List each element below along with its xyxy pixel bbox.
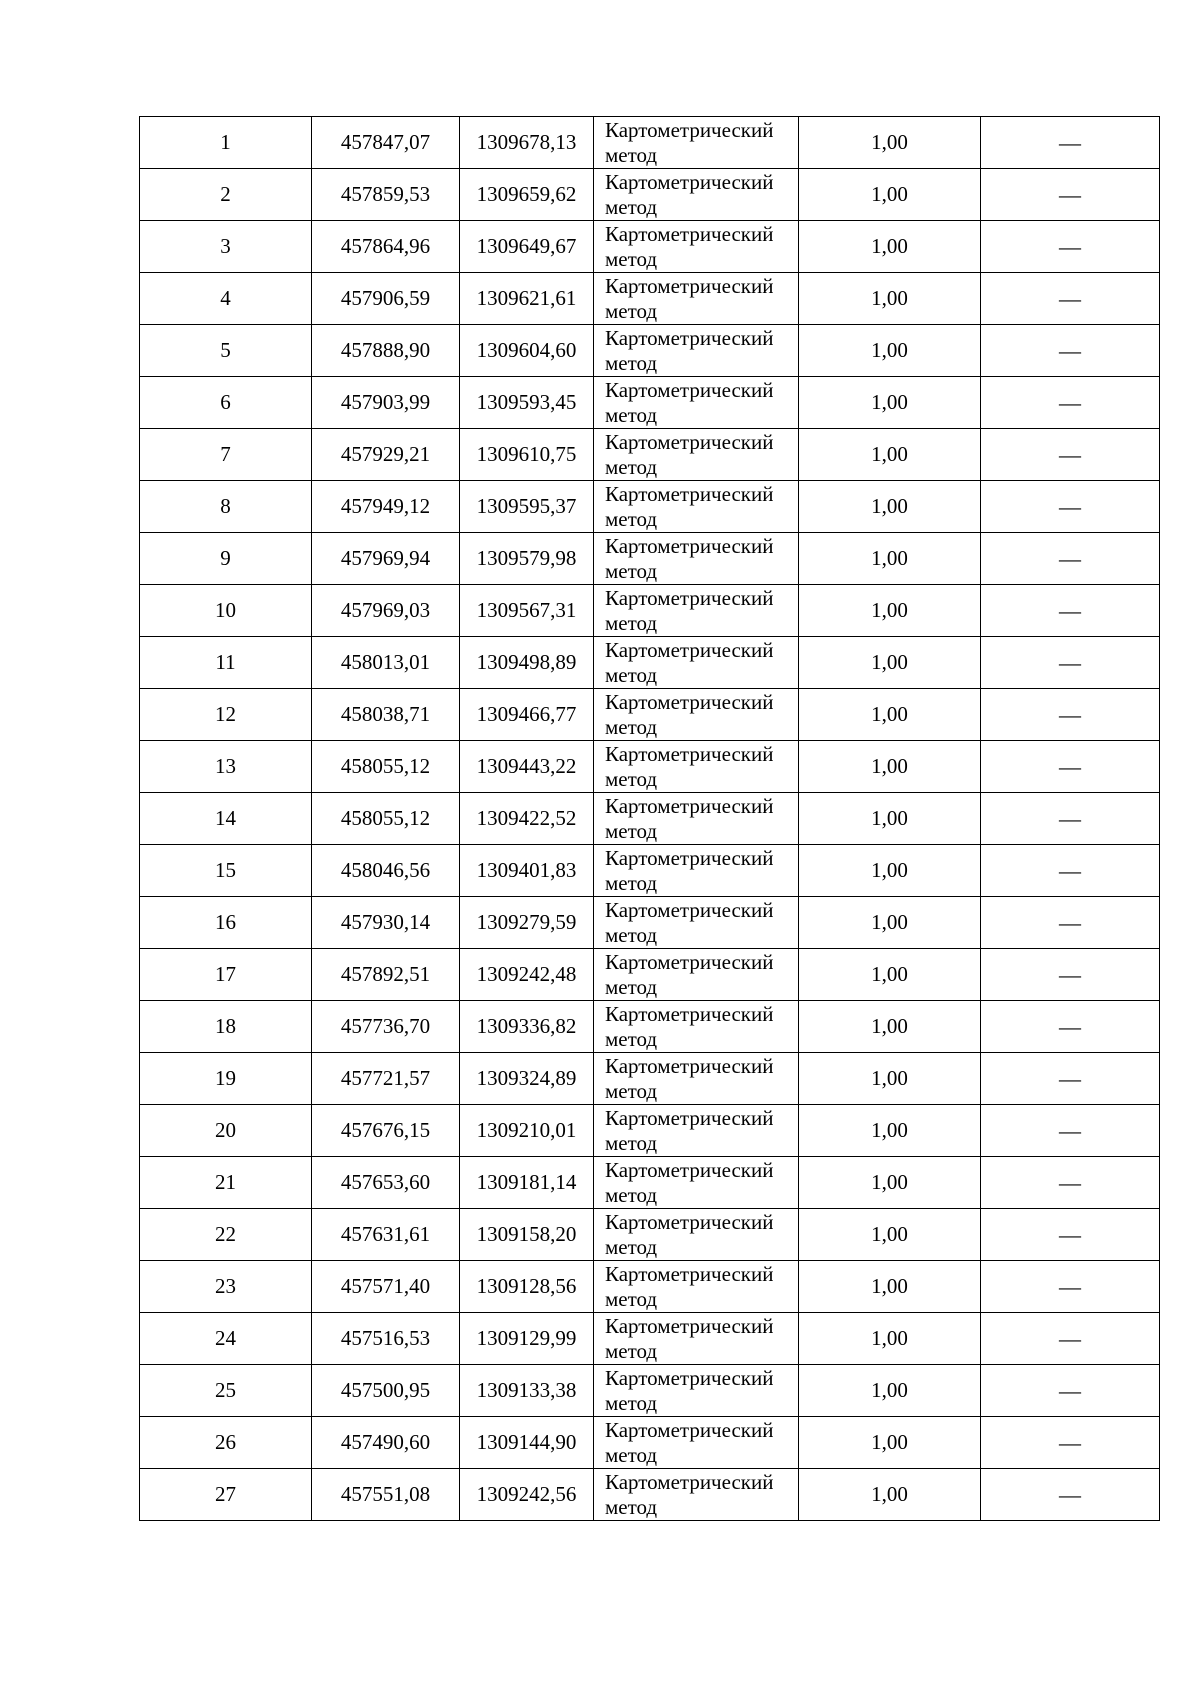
point-number-cell: 7 xyxy=(140,429,312,481)
method-cell: Картометрический метод xyxy=(594,637,799,689)
method-cell: Картометрический метод xyxy=(594,429,799,481)
empty-dash-cell: — xyxy=(981,1209,1160,1261)
point-number-cell: 26 xyxy=(140,1417,312,1469)
table-row xyxy=(140,741,1160,793)
x-coordinate-cell: 457892,51 xyxy=(312,949,460,1001)
point-number-cell: 14 xyxy=(140,793,312,845)
accuracy-cell: 1,00 xyxy=(799,793,981,845)
x-coordinate-cell: 457969,03 xyxy=(312,585,460,637)
empty-dash-cell: — xyxy=(981,585,1160,637)
point-number-cell: 16 xyxy=(140,897,312,949)
y-coordinate-cell: 1309128,56 xyxy=(460,1261,594,1313)
point-number-cell: 19 xyxy=(140,1053,312,1105)
x-coordinate-cell: 457859,53 xyxy=(312,169,460,221)
table-row xyxy=(140,1313,1160,1365)
x-coordinate-cell: 457551,08 xyxy=(312,1469,460,1521)
y-coordinate-cell: 1309443,22 xyxy=(460,741,594,793)
point-number-cell: 25 xyxy=(140,1365,312,1417)
method-cell: Картометрический метод xyxy=(594,377,799,429)
table-row xyxy=(140,325,1160,377)
table-row xyxy=(140,273,1160,325)
accuracy-cell: 1,00 xyxy=(799,1105,981,1157)
table-row xyxy=(140,793,1160,845)
y-coordinate-cell: 1309181,14 xyxy=(460,1157,594,1209)
method-cell: Картометрический метод xyxy=(594,585,799,637)
empty-dash-cell: — xyxy=(981,1053,1160,1105)
point-number-cell: 10 xyxy=(140,585,312,637)
table-row xyxy=(140,1105,1160,1157)
y-coordinate-cell: 1309422,52 xyxy=(460,793,594,845)
y-coordinate-cell: 1309678,13 xyxy=(460,117,594,169)
table-row xyxy=(140,689,1160,741)
method-cell: Картометрический метод xyxy=(594,1365,799,1417)
x-coordinate-cell: 457631,61 xyxy=(312,1209,460,1261)
y-coordinate-cell: 1309279,59 xyxy=(460,897,594,949)
point-number-cell: 22 xyxy=(140,1209,312,1261)
y-coordinate-cell: 1309604,60 xyxy=(460,325,594,377)
point-number-cell: 3 xyxy=(140,221,312,273)
point-number-cell: 27 xyxy=(140,1469,312,1521)
y-coordinate-cell: 1309498,89 xyxy=(460,637,594,689)
x-coordinate-cell: 457516,53 xyxy=(312,1313,460,1365)
y-coordinate-cell: 1309133,38 xyxy=(460,1365,594,1417)
table-row xyxy=(140,1157,1160,1209)
empty-dash-cell: — xyxy=(981,897,1160,949)
accuracy-cell: 1,00 xyxy=(799,1313,981,1365)
x-coordinate-cell: 458038,71 xyxy=(312,689,460,741)
table-row xyxy=(140,377,1160,429)
method-cell: Картометрический метод xyxy=(594,949,799,1001)
accuracy-cell: 1,00 xyxy=(799,325,981,377)
method-cell: Картометрический метод xyxy=(594,741,799,793)
accuracy-cell: 1,00 xyxy=(799,897,981,949)
method-cell: Картометрический метод xyxy=(594,689,799,741)
accuracy-cell: 1,00 xyxy=(799,741,981,793)
y-coordinate-cell: 1309242,56 xyxy=(460,1469,594,1521)
table-row xyxy=(140,637,1160,689)
point-number-cell: 5 xyxy=(140,325,312,377)
method-cell: Картометрический метод xyxy=(594,117,799,169)
empty-dash-cell: — xyxy=(981,1365,1160,1417)
x-coordinate-cell: 457571,40 xyxy=(312,1261,460,1313)
point-number-cell: 17 xyxy=(140,949,312,1001)
empty-dash-cell: — xyxy=(981,221,1160,273)
method-cell: Картометрический метод xyxy=(594,1001,799,1053)
method-cell: Картометрический метод xyxy=(594,533,799,585)
point-number-cell: 9 xyxy=(140,533,312,585)
table-row xyxy=(140,949,1160,1001)
table-row xyxy=(140,117,1160,169)
coordinates-table xyxy=(139,116,1160,1521)
coordinates-table-body xyxy=(140,117,1160,1521)
method-cell: Картометрический метод xyxy=(594,845,799,897)
point-number-cell: 8 xyxy=(140,481,312,533)
x-coordinate-cell: 457490,60 xyxy=(312,1417,460,1469)
x-coordinate-cell: 457847,07 xyxy=(312,117,460,169)
point-number-cell: 23 xyxy=(140,1261,312,1313)
y-coordinate-cell: 1309324,89 xyxy=(460,1053,594,1105)
method-cell: Картометрический метод xyxy=(594,1157,799,1209)
x-coordinate-cell: 458055,12 xyxy=(312,741,460,793)
accuracy-cell: 1,00 xyxy=(799,1365,981,1417)
table-row xyxy=(140,845,1160,897)
table-row xyxy=(140,1053,1160,1105)
point-number-cell: 24 xyxy=(140,1313,312,1365)
accuracy-cell: 1,00 xyxy=(799,169,981,221)
accuracy-cell: 1,00 xyxy=(799,1417,981,1469)
accuracy-cell: 1,00 xyxy=(799,1157,981,1209)
y-coordinate-cell: 1309659,62 xyxy=(460,169,594,221)
empty-dash-cell: — xyxy=(981,1313,1160,1365)
y-coordinate-cell: 1309129,99 xyxy=(460,1313,594,1365)
point-number-cell: 18 xyxy=(140,1001,312,1053)
x-coordinate-cell: 457653,60 xyxy=(312,1157,460,1209)
accuracy-cell: 1,00 xyxy=(799,481,981,533)
accuracy-cell: 1,00 xyxy=(799,117,981,169)
x-coordinate-cell: 457903,99 xyxy=(312,377,460,429)
y-coordinate-cell: 1309649,67 xyxy=(460,221,594,273)
method-cell: Картометрический метод xyxy=(594,1469,799,1521)
y-coordinate-cell: 1309610,75 xyxy=(460,429,594,481)
table-row xyxy=(140,533,1160,585)
x-coordinate-cell: 458055,12 xyxy=(312,793,460,845)
method-cell: Картометрический метод xyxy=(594,1313,799,1365)
point-number-cell: 13 xyxy=(140,741,312,793)
point-number-cell: 20 xyxy=(140,1105,312,1157)
method-cell: Картометрический метод xyxy=(594,481,799,533)
table-row xyxy=(140,481,1160,533)
y-coordinate-cell: 1309621,61 xyxy=(460,273,594,325)
empty-dash-cell: — xyxy=(981,117,1160,169)
point-number-cell: 12 xyxy=(140,689,312,741)
empty-dash-cell: — xyxy=(981,429,1160,481)
method-cell: Картометрический метод xyxy=(594,325,799,377)
empty-dash-cell: — xyxy=(981,481,1160,533)
accuracy-cell: 1,00 xyxy=(799,377,981,429)
table-row xyxy=(140,1469,1160,1521)
method-cell: Картометрический метод xyxy=(594,1209,799,1261)
y-coordinate-cell: 1309144,90 xyxy=(460,1417,594,1469)
table-row xyxy=(140,429,1160,481)
point-number-cell: 21 xyxy=(140,1157,312,1209)
empty-dash-cell: — xyxy=(981,1001,1160,1053)
table-row xyxy=(140,1261,1160,1313)
accuracy-cell: 1,00 xyxy=(799,845,981,897)
point-number-cell: 4 xyxy=(140,273,312,325)
x-coordinate-cell: 457500,95 xyxy=(312,1365,460,1417)
method-cell: Картометрический метод xyxy=(594,1053,799,1105)
empty-dash-cell: — xyxy=(981,689,1160,741)
empty-dash-cell: — xyxy=(981,741,1160,793)
accuracy-cell: 1,00 xyxy=(799,1001,981,1053)
y-coordinate-cell: 1309401,83 xyxy=(460,845,594,897)
accuracy-cell: 1,00 xyxy=(799,1261,981,1313)
x-coordinate-cell: 457676,15 xyxy=(312,1105,460,1157)
x-coordinate-cell: 457888,90 xyxy=(312,325,460,377)
accuracy-cell: 1,00 xyxy=(799,689,981,741)
accuracy-cell: 1,00 xyxy=(799,637,981,689)
empty-dash-cell: — xyxy=(981,845,1160,897)
method-cell: Картометрический метод xyxy=(594,221,799,273)
point-number-cell: 2 xyxy=(140,169,312,221)
accuracy-cell: 1,00 xyxy=(799,1053,981,1105)
y-coordinate-cell: 1309210,01 xyxy=(460,1105,594,1157)
point-number-cell: 6 xyxy=(140,377,312,429)
x-coordinate-cell: 457949,12 xyxy=(312,481,460,533)
x-coordinate-cell: 458046,56 xyxy=(312,845,460,897)
y-coordinate-cell: 1309593,45 xyxy=(460,377,594,429)
table-row xyxy=(140,585,1160,637)
empty-dash-cell: — xyxy=(981,1105,1160,1157)
table-row xyxy=(140,1209,1160,1261)
x-coordinate-cell: 457864,96 xyxy=(312,221,460,273)
y-coordinate-cell: 1309595,37 xyxy=(460,481,594,533)
x-coordinate-cell: 457736,70 xyxy=(312,1001,460,1053)
empty-dash-cell: — xyxy=(981,949,1160,1001)
x-coordinate-cell: 457930,14 xyxy=(312,897,460,949)
y-coordinate-cell: 1309579,98 xyxy=(460,533,594,585)
table-row xyxy=(140,1001,1160,1053)
x-coordinate-cell: 457721,57 xyxy=(312,1053,460,1105)
empty-dash-cell: — xyxy=(981,169,1160,221)
empty-dash-cell: — xyxy=(981,273,1160,325)
accuracy-cell: 1,00 xyxy=(799,949,981,1001)
accuracy-cell: 1,00 xyxy=(799,1209,981,1261)
x-coordinate-cell: 457929,21 xyxy=(312,429,460,481)
method-cell: Картометрический метод xyxy=(594,169,799,221)
x-coordinate-cell: 457969,94 xyxy=(312,533,460,585)
table-row xyxy=(140,1365,1160,1417)
empty-dash-cell: — xyxy=(981,1261,1160,1313)
empty-dash-cell: — xyxy=(981,325,1160,377)
y-coordinate-cell: 1309567,31 xyxy=(460,585,594,637)
accuracy-cell: 1,00 xyxy=(799,1469,981,1521)
method-cell: Картометрический метод xyxy=(594,897,799,949)
x-coordinate-cell: 457906,59 xyxy=(312,273,460,325)
empty-dash-cell: — xyxy=(981,1469,1160,1521)
empty-dash-cell: — xyxy=(981,637,1160,689)
table-row xyxy=(140,897,1160,949)
y-coordinate-cell: 1309242,48 xyxy=(460,949,594,1001)
method-cell: Картометрический метод xyxy=(594,1105,799,1157)
y-coordinate-cell: 1309466,77 xyxy=(460,689,594,741)
point-number-cell: 11 xyxy=(140,637,312,689)
empty-dash-cell: — xyxy=(981,377,1160,429)
point-number-cell: 15 xyxy=(140,845,312,897)
accuracy-cell: 1,00 xyxy=(799,273,981,325)
empty-dash-cell: — xyxy=(981,793,1160,845)
accuracy-cell: 1,00 xyxy=(799,533,981,585)
empty-dash-cell: — xyxy=(981,1417,1160,1469)
y-coordinate-cell: 1309336,82 xyxy=(460,1001,594,1053)
method-cell: Картометрический метод xyxy=(594,1261,799,1313)
table-row xyxy=(140,169,1160,221)
method-cell: Картометрический метод xyxy=(594,273,799,325)
method-cell: Картометрический метод xyxy=(594,793,799,845)
x-coordinate-cell: 458013,01 xyxy=(312,637,460,689)
accuracy-cell: 1,00 xyxy=(799,585,981,637)
empty-dash-cell: — xyxy=(981,533,1160,585)
method-cell: Картометрический метод xyxy=(594,1417,799,1469)
table-row xyxy=(140,1417,1160,1469)
y-coordinate-cell: 1309158,20 xyxy=(460,1209,594,1261)
table-row xyxy=(140,221,1160,273)
point-number-cell: 1 xyxy=(140,117,312,169)
empty-dash-cell: — xyxy=(981,1157,1160,1209)
accuracy-cell: 1,00 xyxy=(799,221,981,273)
accuracy-cell: 1,00 xyxy=(799,429,981,481)
